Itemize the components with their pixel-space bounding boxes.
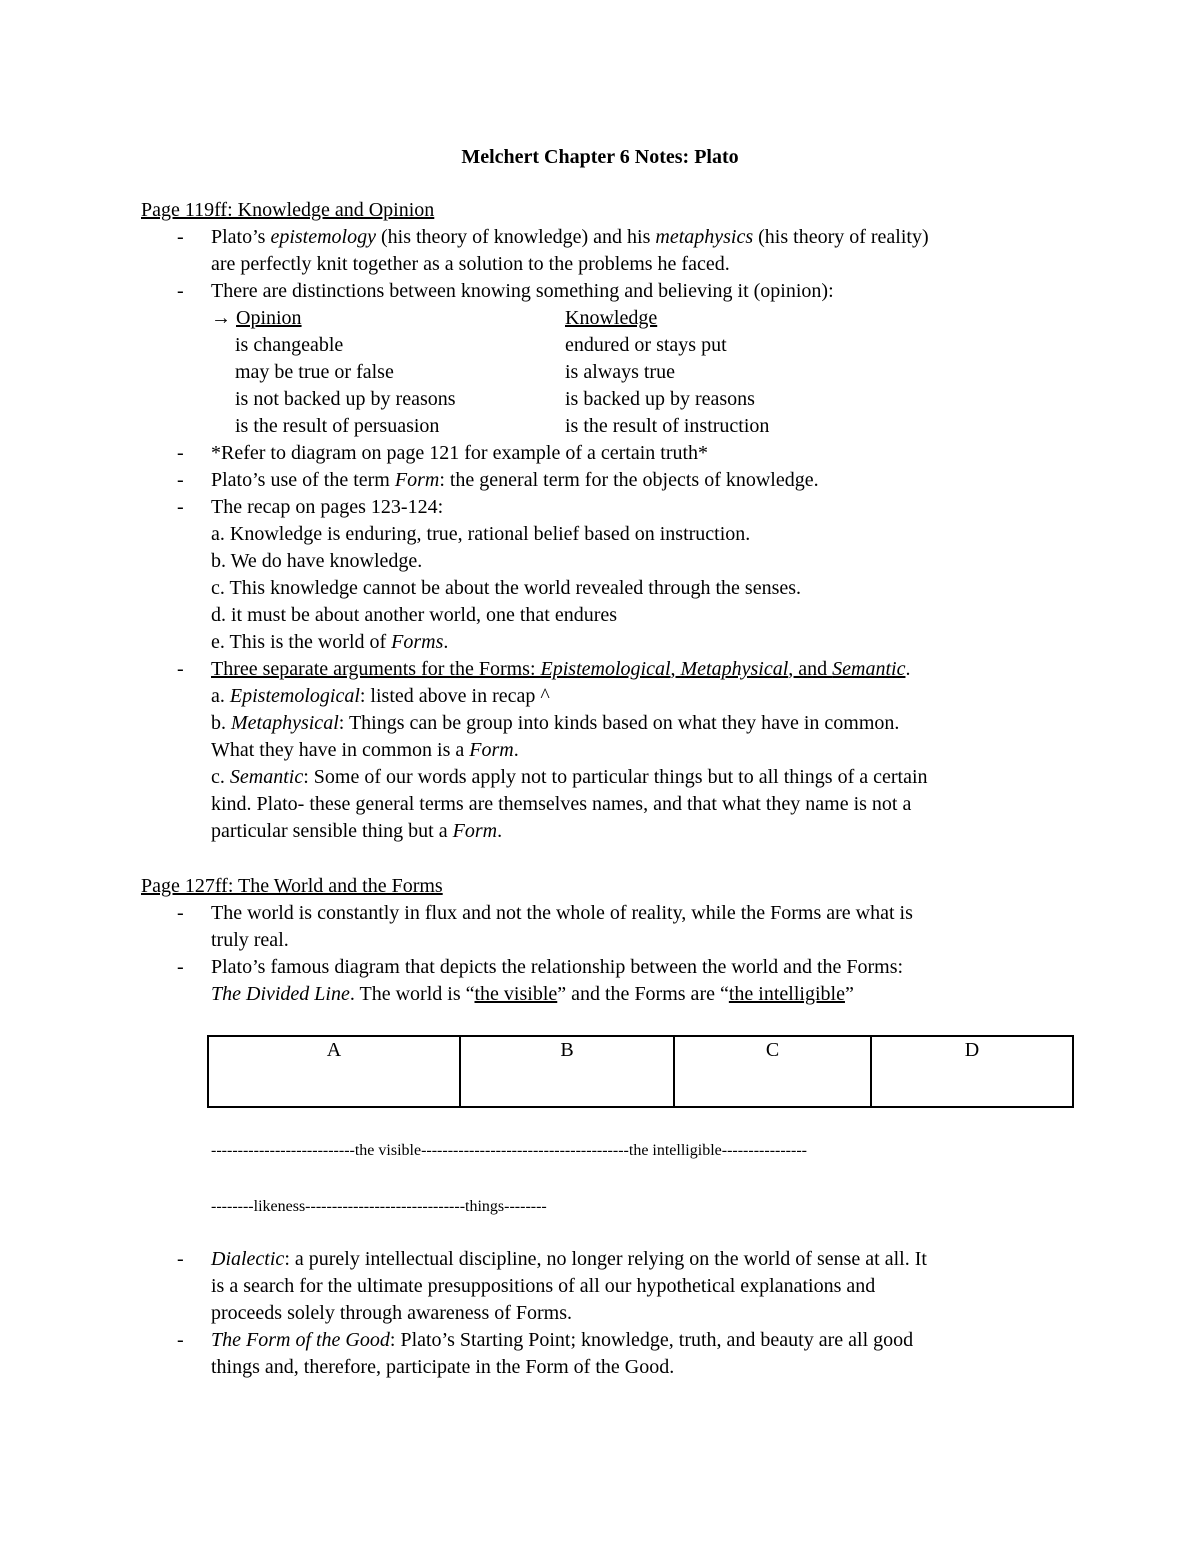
arrow-icon: → bbox=[211, 307, 231, 329]
bullet-flux: The world is constantly in flux and not the whole of reality, while the Forms are what is bbox=[211, 902, 913, 924]
bullet-form-term: Plato’s use of the term Form: the general term for the objects of knowledge. bbox=[211, 469, 819, 491]
bullet-diagram-ref: *Refer to diagram on page 121 for example of a certain truth* bbox=[211, 442, 709, 464]
bullet-dialectic-line3: proceeds solely through awareness of Forms. bbox=[211, 1302, 573, 1324]
bullet-flux-line2: truly real. bbox=[211, 929, 289, 951]
section-heading-knowledge-opinion: Page 119ff: Knowledge and Opinion bbox=[141, 199, 435, 221]
argument-semantic: c. Semantic: Some of our words apply not to particular things but to all things of a certain bbox=[211, 766, 928, 788]
opinion-row: is changeable bbox=[235, 334, 344, 356]
bullet-three-arguments: Three separate arguments for the Forms: Epistemological, Metaphysical, and Semantic. bbox=[211, 658, 911, 680]
bullet-epistemology-line2: are perfectly knit together as a solution to the problems he faced. bbox=[211, 253, 730, 275]
opinion-row: is not backed up by reasons bbox=[235, 388, 456, 410]
bullet-dash: - bbox=[177, 496, 184, 518]
bullet-dialectic: Dialectic: a purely intellectual discipline, no longer relying on the world of sense at all. It bbox=[211, 1248, 927, 1270]
recap-item-b: b. We do have knowledge. bbox=[211, 550, 423, 572]
opinion-header: → Opinion bbox=[211, 307, 302, 329]
bullet-dash: - bbox=[177, 442, 184, 464]
opinion-row: may be true or false bbox=[235, 361, 394, 383]
opinion-row: is the result of persuasion bbox=[235, 415, 440, 437]
bullet-dash: - bbox=[177, 1248, 184, 1270]
visible-intelligible-line: ---------------------------the visible---------------------------------------the intelligible---------------- bbox=[211, 1142, 807, 1159]
bullet-dialectic-line2: is a search for the ultimate presuppositions of all our hypothetical explanations and bbox=[211, 1275, 876, 1297]
table-cell-c: C bbox=[674, 1036, 871, 1107]
argument-epistemological: a. Epistemological: listed above in recap ^ bbox=[211, 685, 550, 707]
recap-item-d: d. it must be about another world, one that endures bbox=[211, 604, 618, 626]
divided-line-table bbox=[207, 1035, 1074, 1108]
likeness-things-line: --------likeness------------------------------things-------- bbox=[211, 1198, 547, 1215]
bullet-dash: - bbox=[177, 469, 184, 491]
page-title: Melchert Chapter 6 Notes: Plato bbox=[461, 146, 739, 168]
bullet-divided-line: Plato’s famous diagram that depicts the relationship between the world and the Forms: bbox=[211, 956, 904, 978]
bullet-dash: - bbox=[177, 1329, 184, 1351]
argument-semantic-line2: kind. Plato- these general terms are themselves names, and that what they name is not a bbox=[211, 793, 912, 815]
bullet-form-of-good-line2: things and, therefore, participate in the Form of the Good. bbox=[211, 1356, 675, 1378]
bullet-divided-line-line2: The Divided Line. The world is “the visible” and the Forms are “the intelligible” bbox=[211, 983, 854, 1005]
argument-semantic-line3: particular sensible thing but a Form. bbox=[211, 820, 503, 842]
bullet-recap: The recap on pages 123-124: bbox=[211, 496, 444, 518]
recap-item-a: a. Knowledge is enduring, true, rational belief based on instruction. bbox=[211, 523, 751, 545]
bullet-dash: - bbox=[177, 902, 184, 924]
knowledge-row: is backed up by reasons bbox=[565, 388, 755, 410]
bullet-form-of-good: The Form of the Good: Plato’s Starting Point; knowledge, truth, and beauty are all good bbox=[211, 1329, 914, 1351]
section-heading-world-forms: Page 127ff: The World and the Forms bbox=[141, 875, 443, 897]
knowledge-row: is always true bbox=[565, 361, 675, 383]
table-cell-b: B bbox=[460, 1036, 674, 1107]
knowledge-row: is the result of instruction bbox=[565, 415, 770, 437]
table-cell-a: A bbox=[208, 1036, 460, 1107]
argument-metaphysical: b. Metaphysical: Things can be group into kinds based on what they have in common. bbox=[211, 712, 900, 734]
recap-item-e: e. This is the world of Forms. bbox=[211, 631, 449, 653]
recap-item-c: c. This knowledge cannot be about the world revealed through the senses. bbox=[211, 577, 802, 599]
bullet-dash: - bbox=[177, 956, 184, 978]
bullet-dash: - bbox=[177, 658, 184, 680]
knowledge-row: endured or stays put bbox=[565, 334, 727, 356]
bullet-dash: - bbox=[177, 226, 184, 248]
knowledge-header: Knowledge bbox=[565, 307, 658, 329]
bullet-dash: - bbox=[177, 280, 184, 302]
bullet-epistemology-metaphysics: Plato’s epistemology (his theory of knowledge) and his metaphysics (his theory of reality) bbox=[211, 226, 929, 248]
argument-metaphysical-line2: What they have in common is a Form. bbox=[211, 739, 519, 761]
table-cell-d: D bbox=[871, 1036, 1073, 1107]
bullet-distinctions: There are distinctions between knowing something and believing it (opinion): bbox=[211, 280, 834, 302]
